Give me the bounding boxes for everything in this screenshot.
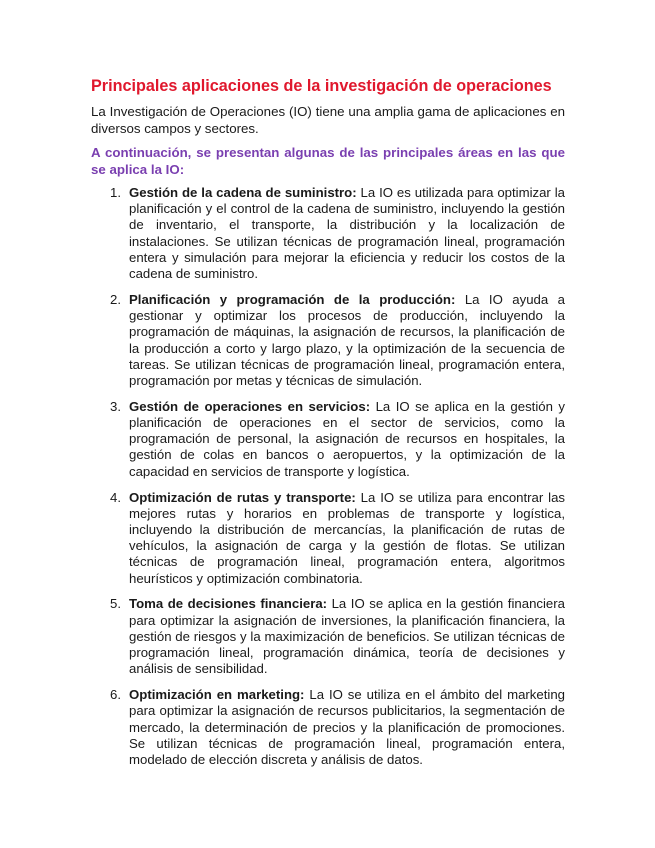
item-text: La IO se utiliza para encontrar las mejores rutas y horarios en problemas de transporte y logística, incluyendo la distribución de mercancías, la planificación de rutas de vehículos, la asignación de carga y la gestión de flotas. Se utilizan técnicas de programación lineal, programación entera, algoritmos heurísticos y optimización combinatoria. bbox=[129, 489, 566, 586]
item-text: La IO se aplica en la gestión y planificación de operaciones en el sector de servicios, como la programación de personal, la asignación de recursos en hospitales, la gestión de colas en bancos o aeropuertos, y la optimización de la capacidad en servicios de transporte y logística. bbox=[129, 398, 566, 479]
item-text: La IO ayuda a gestionar y optimizar los procesos de producción, incluyendo la programación de máquinas, la asignación de recursos, la planificación de la producción a corto y largo plazo, y la optimización de la secuencia de tareas. Se utilizan técnicas de programación lineal, programación entera, programación por metas y técnicas de simulación. bbox=[129, 291, 565, 388]
item-number: 2. bbox=[110, 291, 121, 307]
item-text: La IO se utiliza en el ámbito del marketing para optimizar la asignación de recursos publicitarios, la segmentación de mercado, la determinación de precios y la planificación de promociones. Se utilizan técnicas de programación lineal, programación entera, modelado de elección discreta y análisis de datos. bbox=[129, 687, 565, 767]
intro-paragraph: La Investigación de Operaciones (IO) tiene una amplia gama de aplicaciones en diversos campos y sectores. bbox=[91, 104, 565, 136]
item-title: Optimización de rutas y transporte: bbox=[129, 489, 356, 505]
list-item bbox=[91, 596, 565, 677]
document-title: Principales aplicaciones de la investigación de operaciones bbox=[91, 77, 552, 95]
section-subheading: A continuación, se presentan algunas de las principales áreas en las que se aplica la IO: bbox=[91, 145, 565, 177]
list-item bbox=[91, 399, 565, 480]
item-number: 6. bbox=[110, 687, 121, 703]
item-title: Optimización en marketing: bbox=[129, 687, 305, 703]
item-number: 4. bbox=[110, 489, 121, 505]
item-number: 1. bbox=[110, 185, 121, 200]
list-item bbox=[91, 687, 565, 768]
list-item bbox=[91, 292, 565, 389]
list-item bbox=[91, 490, 565, 587]
item-number: 3. bbox=[110, 398, 121, 414]
list-item bbox=[91, 185, 565, 282]
item-title: Toma de decisiones financiera: bbox=[129, 596, 328, 612]
item-title: Planificación y programación de la producción: bbox=[129, 291, 456, 307]
document-page bbox=[91, 76, 565, 778]
applications-list bbox=[91, 185, 565, 768]
item-title: Gestión de operaciones en servicios: bbox=[129, 398, 371, 414]
item-title: Gestión de la cadena de suministro: bbox=[129, 185, 357, 200]
item-number: 5. bbox=[110, 596, 121, 612]
item-text: La IO es utilizada para optimizar la planificación y el control de la cadena de suministro, incluyendo la gestión de inventario, el transporte, la distribución y la localización de instalaciones. Se utilizan técnicas de programación lineal, programación entera y simulación para mejorar la eficiencia y reducir los costos de la cadena de suministro. bbox=[129, 185, 565, 282]
item-text: La IO se aplica en la gestión financiera para optimizar la asignación de inversiones, la planificación financiera, la gestión de riesgos y la maximización de beneficios. Se utilizan técnicas de programación lineal, programación dinámica, teoría de decisiones y análisis de sensibilidad. bbox=[129, 596, 565, 677]
